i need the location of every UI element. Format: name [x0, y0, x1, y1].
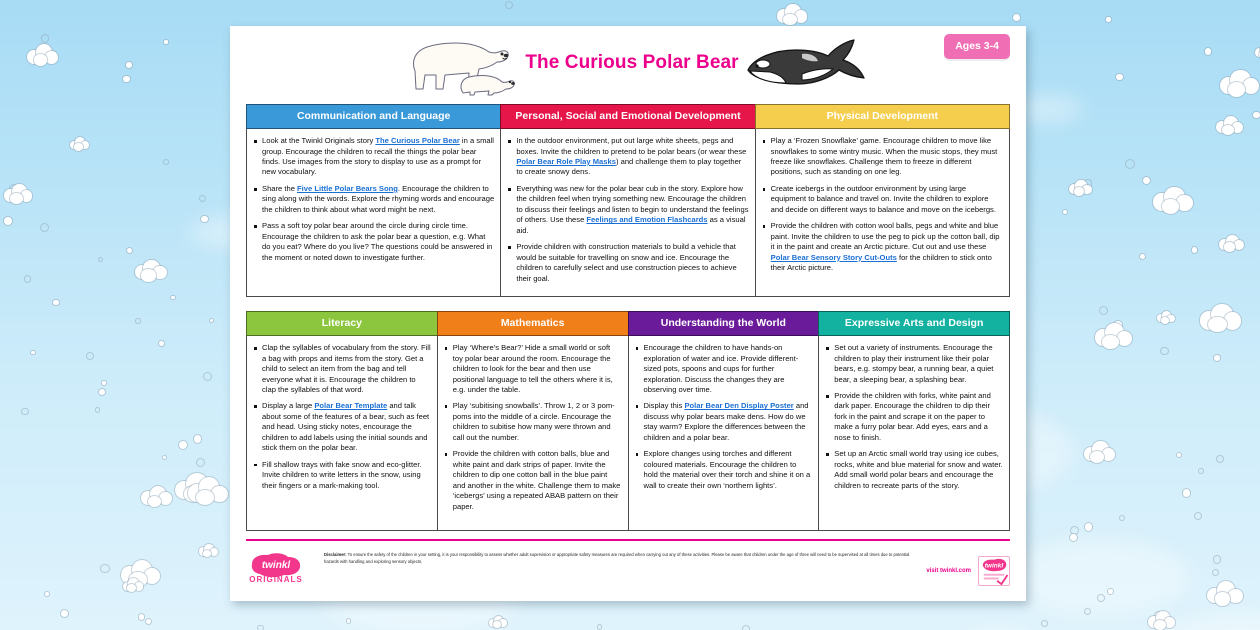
area-column-personal-social-and-emotional-development [500, 104, 755, 297]
snowflake-dot [1114, 321, 1122, 329]
snowflake-dot [25, 276, 31, 282]
area-body-understanding-the-world [628, 336, 820, 531]
snowflake-dot [1143, 177, 1150, 184]
activity-item [251, 221, 494, 263]
twinkl-originals-logo [246, 550, 306, 589]
area-column-literacy [246, 311, 438, 531]
activity-text: Provide children with construction materials to build a vehicle that would be suitable for travelling on snow and ice. Encourage the children to carefully select and use construction pieces to achieve their goal. [516, 242, 737, 283]
snow-cloud-shape [175, 473, 218, 502]
activity-text: Display this [643, 401, 685, 411]
originals-logo-text: ORIGINALS [249, 575, 303, 584]
snowflake-dot [53, 300, 59, 306]
activity-text: Set out a variety of instruments. Encourage the children to play their instrument like their polar bears, e.g. stompy bear, a running bear, a quiet bear, a sleeping bear, a splashing bear. [834, 343, 994, 384]
snow-cloud-shape [1220, 70, 1260, 97]
snowflake-dot [102, 381, 106, 385]
activity-text: Set up an Arctic small world tray using ice cubes, rocks, white and blue material for snow and water. Add small world polar bears and encourage the children to recreate parts of the story. [834, 449, 1003, 490]
snowflake-dot [1253, 112, 1259, 118]
snowflake-dot [194, 435, 202, 443]
activity-item [633, 449, 813, 491]
snowflake-dot [1108, 589, 1113, 594]
resource-link[interactable]: The Curious Polar Bear [375, 136, 460, 146]
page-footer [246, 539, 1010, 589]
activity-text: and talk about some of the features of a bear, such as feet and head. Using sticky notes, encourage the children to add labels using the initial sounds and stick them on the polar bear. [262, 401, 430, 453]
snowflake-dot [1199, 469, 1203, 473]
snowflake-dot [127, 248, 132, 253]
snowflake-dot [1195, 513, 1201, 519]
visit-twinkl-link[interactable]: visit twinkl.com [926, 568, 971, 574]
snowflake-dot [45, 592, 50, 597]
snowflake-dot [179, 441, 187, 449]
area-body-mathematics [437, 336, 629, 531]
activity-item [505, 136, 748, 178]
snowflake-dot [1085, 609, 1090, 614]
area-body-physical-development [755, 129, 1010, 297]
snowflake-dot [139, 614, 145, 620]
snowflake-dot [1085, 180, 1091, 186]
activity-text: Everything was new for the polar bear cub in the story. Explore how the children feel when trying something new. Encourage the children to discuss their feelings and listen to begin to understand the feelings of others. Use these [516, 183, 749, 225]
snowflake-dot [1213, 570, 1218, 575]
activity-text: as a visual aid. [516, 215, 746, 235]
snowflake-dot [1183, 489, 1191, 497]
area-header-literacy: Literacy [246, 311, 438, 336]
snow-cloud-shape [1084, 441, 1116, 463]
snowflake-dot [197, 459, 204, 466]
area-column-physical-development [755, 104, 1010, 297]
snow-cloud-shape [1095, 323, 1134, 349]
activity-list [633, 343, 813, 491]
disclaimer-label: Disclaimer: [324, 552, 347, 557]
snow-cloud-shape [27, 44, 59, 65]
visit-twinkl-block [926, 550, 1010, 586]
activity-item [251, 460, 431, 491]
activity-item [823, 343, 1003, 385]
snowflake-dot [1140, 254, 1146, 260]
snowflake-dot [42, 35, 48, 41]
activity-list [251, 136, 494, 263]
activity-text: Share the [262, 183, 298, 193]
twinkl-logo-text: twinkl [261, 560, 291, 571]
area-column-expressive-arts-and-design [818, 311, 1010, 531]
activity-item [251, 136, 494, 178]
activity-text: Pass a soft toy polar bear around the circle during circle time. Encourage the children to ask the polar bear a question, e.g. What do you eat? Where do you live? The questions could be answered in the moment or noted down to investigate further. [262, 221, 493, 262]
twinkl-badge-icon [978, 556, 1010, 586]
snow-cloud-shape [1069, 180, 1092, 195]
snowflake-dot [126, 62, 132, 68]
bottom-areas-grid [246, 311, 1010, 531]
activity-item [760, 184, 1003, 215]
activity-text: in a small group. Encourage the children to recall the things the polar bear finds. Use images from the story to display to use as a prompt for new vocabulary. [262, 136, 494, 177]
activity-list [442, 343, 622, 512]
polar-bears-illustration [405, 31, 525, 97]
snowflake-dot [743, 626, 749, 630]
snowflake-dot [1161, 348, 1168, 355]
snow-cloud-shape [1207, 581, 1243, 605]
snowflake-dot [1106, 17, 1111, 22]
activity-item [251, 184, 494, 215]
snowflake-dot [258, 626, 262, 630]
resource-link[interactable]: Feelings and Emotion Flashcards [586, 215, 708, 225]
snowflake-dot [96, 408, 99, 411]
snowflake-dot [61, 610, 68, 617]
snow-cloud-shape [70, 137, 90, 150]
activity-item [442, 343, 622, 395]
disclaimer-body: To ensure the safety of the children in your setting, it is your responsibility to assess whether adult supervision or appropriate safety measures are required when carrying out any of these activities. Please be aware that children under the age of three will need to be supervised at all times due to potential hazards with handling and exploring sensory objects. [324, 552, 910, 564]
area-header-understanding-the-world: Understanding the World [628, 311, 820, 336]
snow-cloud-shape [121, 560, 161, 587]
page-title: The Curious Polar Bear [525, 52, 739, 73]
snowflake-dot [1192, 247, 1197, 252]
snow-cloud-shape [135, 260, 168, 282]
activity-item [442, 401, 622, 443]
snowflake-dot [1013, 14, 1020, 21]
snowflake-dot [159, 341, 164, 346]
snow-cloud-shape [1216, 116, 1244, 135]
area-body-personal-social-and-emotional-development [500, 129, 755, 297]
snowflake-dot [1214, 556, 1221, 563]
snowflake-dot [1042, 621, 1047, 626]
activity-item [633, 343, 813, 395]
snowflake-dot [210, 319, 213, 322]
activity-text: Encourage the children to have hands-on exploration of water and ice. Provide different-sized pots, spoons and cups for further exploration. Discuss the changes they are observing over time. [643, 343, 799, 394]
activity-list [760, 136, 1003, 274]
top-areas-grid [246, 104, 1010, 297]
snowflake-dot [1217, 456, 1223, 462]
snowflake-dot [1071, 527, 1078, 534]
activity-list [251, 343, 431, 491]
resource-link[interactable]: Polar Bear Template [314, 401, 388, 411]
snow-cloud-shape [777, 4, 808, 24]
activity-item [823, 449, 1003, 491]
activity-text: Play ‘subitising snowballs’. Throw 1, 2 or 3 pom-poms into the middle of a circle. Encourage the children to subitise how many were thrown and call out the number. [452, 401, 615, 442]
snowflake-dot [164, 40, 167, 43]
activity-list [505, 136, 748, 284]
snowflake-dot [347, 619, 351, 623]
snow-cloud-shape [489, 616, 508, 628]
snow-cloud-shape [1255, 45, 1260, 58]
area-body-communication-and-language [246, 129, 501, 297]
snowflake-dot [164, 160, 168, 164]
snowflake-dot [1126, 160, 1134, 168]
area-column-communication-and-language [246, 104, 501, 297]
svg-text:twinkl: twinkl [984, 562, 1004, 570]
snow-cloud-shape [1148, 611, 1176, 630]
snowflake-dot [201, 216, 208, 223]
activity-text: Provide the children with cotton wool balls, pegs and white and blue paint. Invite the children to use the peg to pick up the cotton ball, dip it in the paint and create an Arctic picture. Cut out and use these [770, 221, 1000, 252]
activity-text: Play ‘Where’s Bear?’ Hide a small world or soft toy polar bear around the room. Encourage the children to look for the bear and then use positional language to tell the others where it is, e.g. under the table. [452, 343, 613, 394]
page-header [230, 26, 1026, 104]
snow-cloud-shape [4, 184, 33, 203]
snowflake-dot [1177, 453, 1181, 457]
activity-item [760, 136, 1003, 178]
resource-link[interactable]: Polar Bear Sensory Story Cut-Outs [770, 252, 897, 262]
area-header-personal-social-and-emotional-development: Personal, Social and Emotional Development [500, 104, 755, 129]
area-body-literacy [246, 336, 438, 531]
worksheet-page [230, 26, 1026, 601]
snowflake-dot [200, 196, 205, 201]
snowflake-dot [87, 353, 93, 359]
snowflake-dot [101, 565, 109, 573]
resource-link[interactable]: Polar Bear Den Display Poster [684, 401, 794, 411]
snowflake-dot [1120, 516, 1124, 520]
area-column-understanding-the-world [628, 311, 820, 531]
activity-item [823, 391, 1003, 443]
activity-item [633, 401, 813, 443]
snowflake-dot [1116, 74, 1122, 80]
activity-text: ) and challenge them to play together to create snowy dens. [516, 157, 742, 177]
snow-cloud-shape [1153, 187, 1194, 214]
snowflake-dot [171, 296, 174, 299]
activity-text: Display a large [262, 401, 315, 411]
area-header-communication-and-language: Communication and Language [246, 104, 501, 129]
snowflake-dot [41, 224, 48, 231]
footer-divider [246, 539, 1010, 541]
snowflake-dot [31, 351, 34, 354]
snowflake-dot [1063, 210, 1067, 214]
area-header-expressive-arts-and-design: Expressive Arts and Design [818, 311, 1010, 336]
activity-text: Look at the Twinkl Originals story [262, 136, 376, 146]
activity-item [505, 184, 748, 236]
activity-item [442, 449, 622, 512]
snowflake-dot [4, 217, 12, 225]
area-column-mathematics [437, 311, 629, 531]
activity-text: for the children to stick onto their Arctic picture. [770, 252, 992, 273]
activity-text: Create icebergs in the outdoor environment by using large equipment to balance and travel on. Invite the children to explore and decide on different ways to balance and move on the icebergs. [770, 183, 996, 214]
snow-cloud-shape [1219, 235, 1245, 252]
snow-cloud-shape [123, 578, 144, 592]
activity-text: Explore changes using torches and different coloured materials. Encourage the children to hold the material over their torch and shine it on a wall to create their own ‘northern lights’. [643, 449, 811, 490]
snow-cloud-shape [199, 544, 219, 557]
disclaimer-text [306, 550, 926, 566]
snowflake-dot [1100, 307, 1107, 314]
snowflake-dot [506, 2, 512, 8]
snow-cloud-shape [1200, 304, 1243, 333]
snowflake-dot [1085, 523, 1092, 530]
background-haze [1154, 613, 1260, 630]
snowflake-dot [10, 185, 18, 193]
snowflake-dot [99, 258, 102, 261]
activity-text: and discuss why polar bears make dens. How do we stay warm? Explore the differences between the children and a polar bear. [643, 401, 809, 442]
snowflake-dot [204, 373, 211, 380]
snowflake-dot [136, 319, 139, 322]
activity-text: Fill shallow trays with fake snow and eco-glitter. Invite children to write letters in the snow, using their fingers or a mark-making tool. [262, 459, 422, 490]
activity-text: Provide the children with forks, white paint and dark paper. Encourage the children to dip their fork in the paint and scrape it on the paper to make a furry polar bear. Add eyes, ears and a nose to finish. [834, 391, 991, 442]
snowflake-dot [146, 619, 151, 624]
activity-text: Provide the children with cotton balls, blue and white paint and dark strips of paper. Invite the children to dip one cotton ball in the blue paint and another in the white. Challenge them to make ‘icebergs’ using a repeated ABAB pattern on their paper. [452, 449, 621, 511]
orca-whale-illustration [740, 36, 870, 94]
snowflake-dot [123, 76, 130, 83]
activity-list [823, 343, 1003, 491]
snowflake-dot [163, 456, 166, 459]
activity-text: Clap the syllables of vocabulary from the story. Fill a bag with props and items from the story. Get a child to select an item from the bag and tell everyone what it is. Encourage the children to clap the syllables of that word. [262, 343, 431, 394]
background-haze [1007, 539, 1191, 616]
snow-cloud-shape [141, 486, 173, 507]
snowflake-dot [598, 625, 602, 629]
activity-item [251, 343, 431, 395]
snow-cloud-shape [188, 477, 229, 505]
activity-text: In the outdoor environment, put out large white sheets, pegs and boxes. Invite the children to pretend to be polar bears (or wear these [516, 136, 747, 156]
resource-link[interactable]: Polar Bear Role Play Masks [516, 157, 616, 166]
ages-badge: Ages 3-4 [944, 34, 1010, 59]
snow-cloud-shape [1157, 311, 1176, 324]
activity-item [251, 401, 431, 453]
activity-text: . Encourage the children to sing along with the words. Explore the rhyming words and encourage the children to think about what word might be next. [262, 183, 495, 214]
activity-item [505, 242, 748, 284]
resource-link[interactable]: Five Little Polar Bears Song [297, 183, 398, 193]
snowflake-dot [1205, 48, 1211, 54]
snowflake-dot [1155, 612, 1162, 619]
area-header-mathematics: Mathematics [437, 311, 629, 336]
activity-text: Play a ‘Frozen Snowflake’ game. Encourage children to move like snowflakes to some wintry music. When the music stops, they must freeze like snowflakes. Challenge them to freeze in different positions, such as standing on one leg. [770, 136, 998, 177]
snowflake-dot [99, 389, 105, 395]
snowflake-dot [1098, 595, 1104, 601]
area-body-expressive-arts-and-design [818, 336, 1010, 531]
snowflake-dot [1070, 534, 1077, 541]
activity-item [760, 221, 1003, 273]
snowflake-dot [1214, 355, 1220, 361]
area-header-physical-development: Physical Development [755, 104, 1010, 129]
snowflake-dot [22, 409, 28, 415]
